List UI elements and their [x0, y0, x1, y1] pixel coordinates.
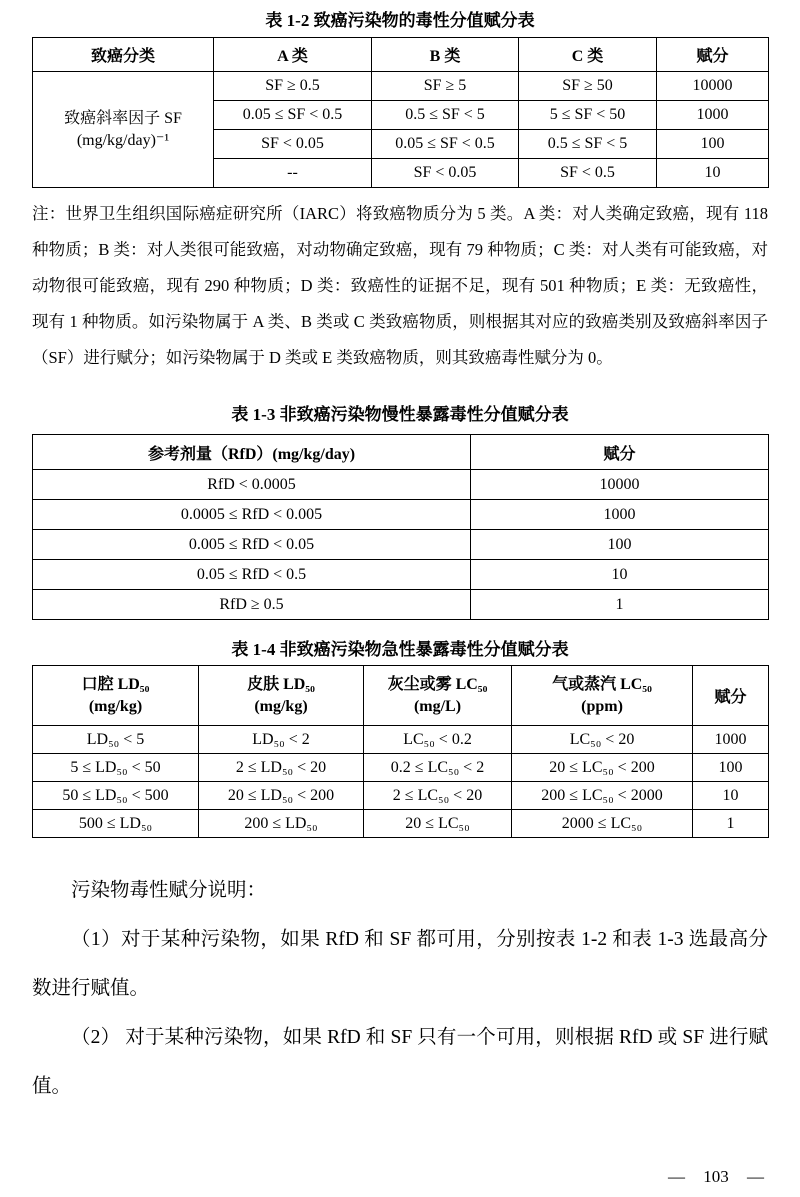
header-line1: 灰尘或雾 LC₅₀	[387, 675, 488, 693]
table-cell: 200 ≤ LD₅₀	[199, 810, 364, 838]
table-row	[33, 590, 769, 620]
table-cell: LC₅₀ < 20	[512, 726, 693, 754]
column-header	[364, 666, 512, 726]
header-line2: (ppm)	[581, 697, 623, 715]
table-cell: 2 ≤ LC₅₀ < 20	[364, 782, 512, 810]
table-row	[33, 530, 769, 560]
table-cell: 0.5 ≤ SF < 5	[372, 101, 519, 130]
table-1-2	[32, 37, 769, 188]
table-cell: 10	[693, 782, 769, 810]
table-1-4	[32, 665, 769, 838]
table-1-2-title: 表 1-2 致癌污染物的毒性分值赋分表	[265, 11, 535, 30]
table-cell: 0.05 ≤ SF < 0.5	[372, 130, 519, 159]
table-cell: 1000	[657, 101, 769, 130]
table-cell: 0.2 ≤ LC₅₀ < 2	[364, 754, 512, 782]
column-header	[33, 666, 199, 726]
table-cell: LD₅₀ < 2	[199, 726, 364, 754]
table-1-3	[32, 434, 769, 620]
table-cell: 0.5 ≤ SF < 5	[519, 130, 657, 159]
table-cell: 100	[657, 130, 769, 159]
header-line1: 气或蒸汽 LC₅₀	[552, 675, 652, 693]
scoring-note-1: （1）对于某种污染物，如果 RfD 和 SF 都可用，分别按表 1-2 和表 1-3 选最高分数进行赋值。	[32, 929, 768, 999]
table-cell: 10	[657, 159, 769, 188]
table-row	[33, 726, 769, 754]
table-row	[33, 435, 769, 470]
column-header: A 类	[214, 38, 372, 72]
row-label-line2: (mg/kg/day)⁻¹	[76, 131, 170, 149]
table-row	[33, 72, 769, 101]
table-row	[33, 500, 769, 530]
table-cell: SF < 0.5	[519, 159, 657, 188]
table-cell: 200 ≤ LC₅₀ < 2000	[512, 782, 693, 810]
toxicity-scoring-notes	[32, 866, 768, 1111]
column-header: 赋分	[693, 666, 769, 726]
table-cell: LD₅₀ < 5	[33, 726, 199, 754]
table-row	[33, 782, 769, 810]
table-1-3-title: 表 1-3 非致癌污染物慢性暴露毒性分值赋分表	[231, 405, 569, 424]
column-header: C 类	[519, 38, 657, 72]
header-line1: 皮肤 LD₅₀	[247, 675, 315, 693]
header-line2: (mg/kg)	[254, 697, 308, 715]
table-cell: 20 ≤ LC₅₀	[364, 810, 512, 838]
column-header: B 类	[372, 38, 519, 72]
table-cell: SF ≥ 0.5	[214, 72, 372, 101]
column-header: 参考剂量（RfD）(mg/kg/day)	[33, 435, 471, 470]
table-cell: 50 ≤ LD₅₀ < 500	[33, 782, 199, 810]
table-cell: 5 ≤ SF < 50	[519, 101, 657, 130]
table-cell: 5 ≤ LD₅₀ < 50	[33, 754, 199, 782]
table-cell: RfD < 0.0005	[33, 470, 471, 500]
table-cell: 10000	[471, 470, 769, 500]
header-line2: (mg/kg)	[88, 697, 143, 715]
table-row	[33, 754, 769, 782]
table-cell: 100	[693, 754, 769, 782]
table-cell: 0.005 ≤ RfD < 0.05	[33, 530, 471, 560]
column-header: 致癌分类	[33, 38, 214, 72]
table-cell: 2 ≤ LD₅₀ < 20	[199, 754, 364, 782]
table-cell: 100	[471, 530, 769, 560]
table-cell: 1	[693, 810, 769, 838]
scoring-note-2: （2） 对于某种污染物，如果 RfD 和 SF 只有一个可用，则根据 RfD 或 SF 进行赋值。	[32, 1027, 768, 1097]
table-cell: SF ≥ 5	[372, 72, 519, 101]
table-row	[33, 470, 769, 500]
table-cell: --	[214, 159, 372, 188]
scoring-notes-heading: 污染物毒性赋分说明：	[71, 880, 267, 901]
table-cell: 1000	[471, 500, 769, 530]
table-cell: SF < 0.05	[372, 159, 519, 188]
table-row	[33, 38, 769, 72]
table-row	[33, 666, 769, 726]
table-cell: 500 ≤ LD₅₀	[33, 810, 199, 838]
column-header: 赋分	[471, 435, 769, 470]
header-line1: 口腔 LD₅₀	[81, 675, 150, 693]
column-header	[199, 666, 364, 726]
table-cell: 0.05 ≤ RfD < 0.5	[33, 560, 471, 590]
table-cell: 2000 ≤ LC₅₀	[512, 810, 693, 838]
table-cell: 0.0005 ≤ RfD < 0.005	[33, 500, 471, 530]
table-cell: 1000	[693, 726, 769, 754]
table-cell: 1	[471, 590, 769, 620]
column-header: 赋分	[657, 38, 769, 72]
table-cell: 0.05 ≤ SF < 0.5	[214, 101, 372, 130]
page-number: — 103 —	[668, 1167, 764, 1186]
table-cell: LC₅₀ < 0.2	[364, 726, 512, 754]
table-cell: RfD ≥ 0.5	[33, 590, 471, 620]
table-cell: 20 ≤ LD₅₀ < 200	[199, 782, 364, 810]
table-cell: 10	[471, 560, 769, 590]
table-row	[33, 560, 769, 590]
header-line2: (mg/L)	[413, 697, 462, 715]
table-cell: SF ≥ 50	[519, 72, 657, 101]
table-cell: SF < 0.05	[214, 130, 372, 159]
row-label-line1: 致癌斜率因子 SF	[64, 109, 182, 127]
table-cell: 20 ≤ LC₅₀ < 200	[512, 754, 693, 782]
table-cell: 10000	[657, 72, 769, 101]
table-1-2-row-label	[33, 72, 214, 188]
column-header	[512, 666, 693, 726]
table-1-4-title: 表 1-4 非致癌污染物急性暴露毒性分值赋分表	[231, 640, 569, 659]
iarc-note-paragraph: 注：世界卫生组织国际癌症研究所（IARC）将致癌物质分为 5 类。A 类：对人类确定致癌，现有 118 种物质；B 类：对人类很可能致癌，对动物确定致癌，现有 79 种物质；C 类：对人类有可能致癌，对动物很可能致癌，现有 290 种物质；D 类：致癌性的证据不足，现有 501 种物质；E 类：无致癌性，现有 1 种物质。如污染物属于 A 类、B 类或 C 类致癌物质，则根据其对应的致癌类别及致癌斜率因子（SF）进行赋分；如污染物属于 D 类或 E 类致癌物质，则其致癌毒性赋分为 0。	[32, 204, 768, 367]
table-row	[33, 810, 769, 838]
